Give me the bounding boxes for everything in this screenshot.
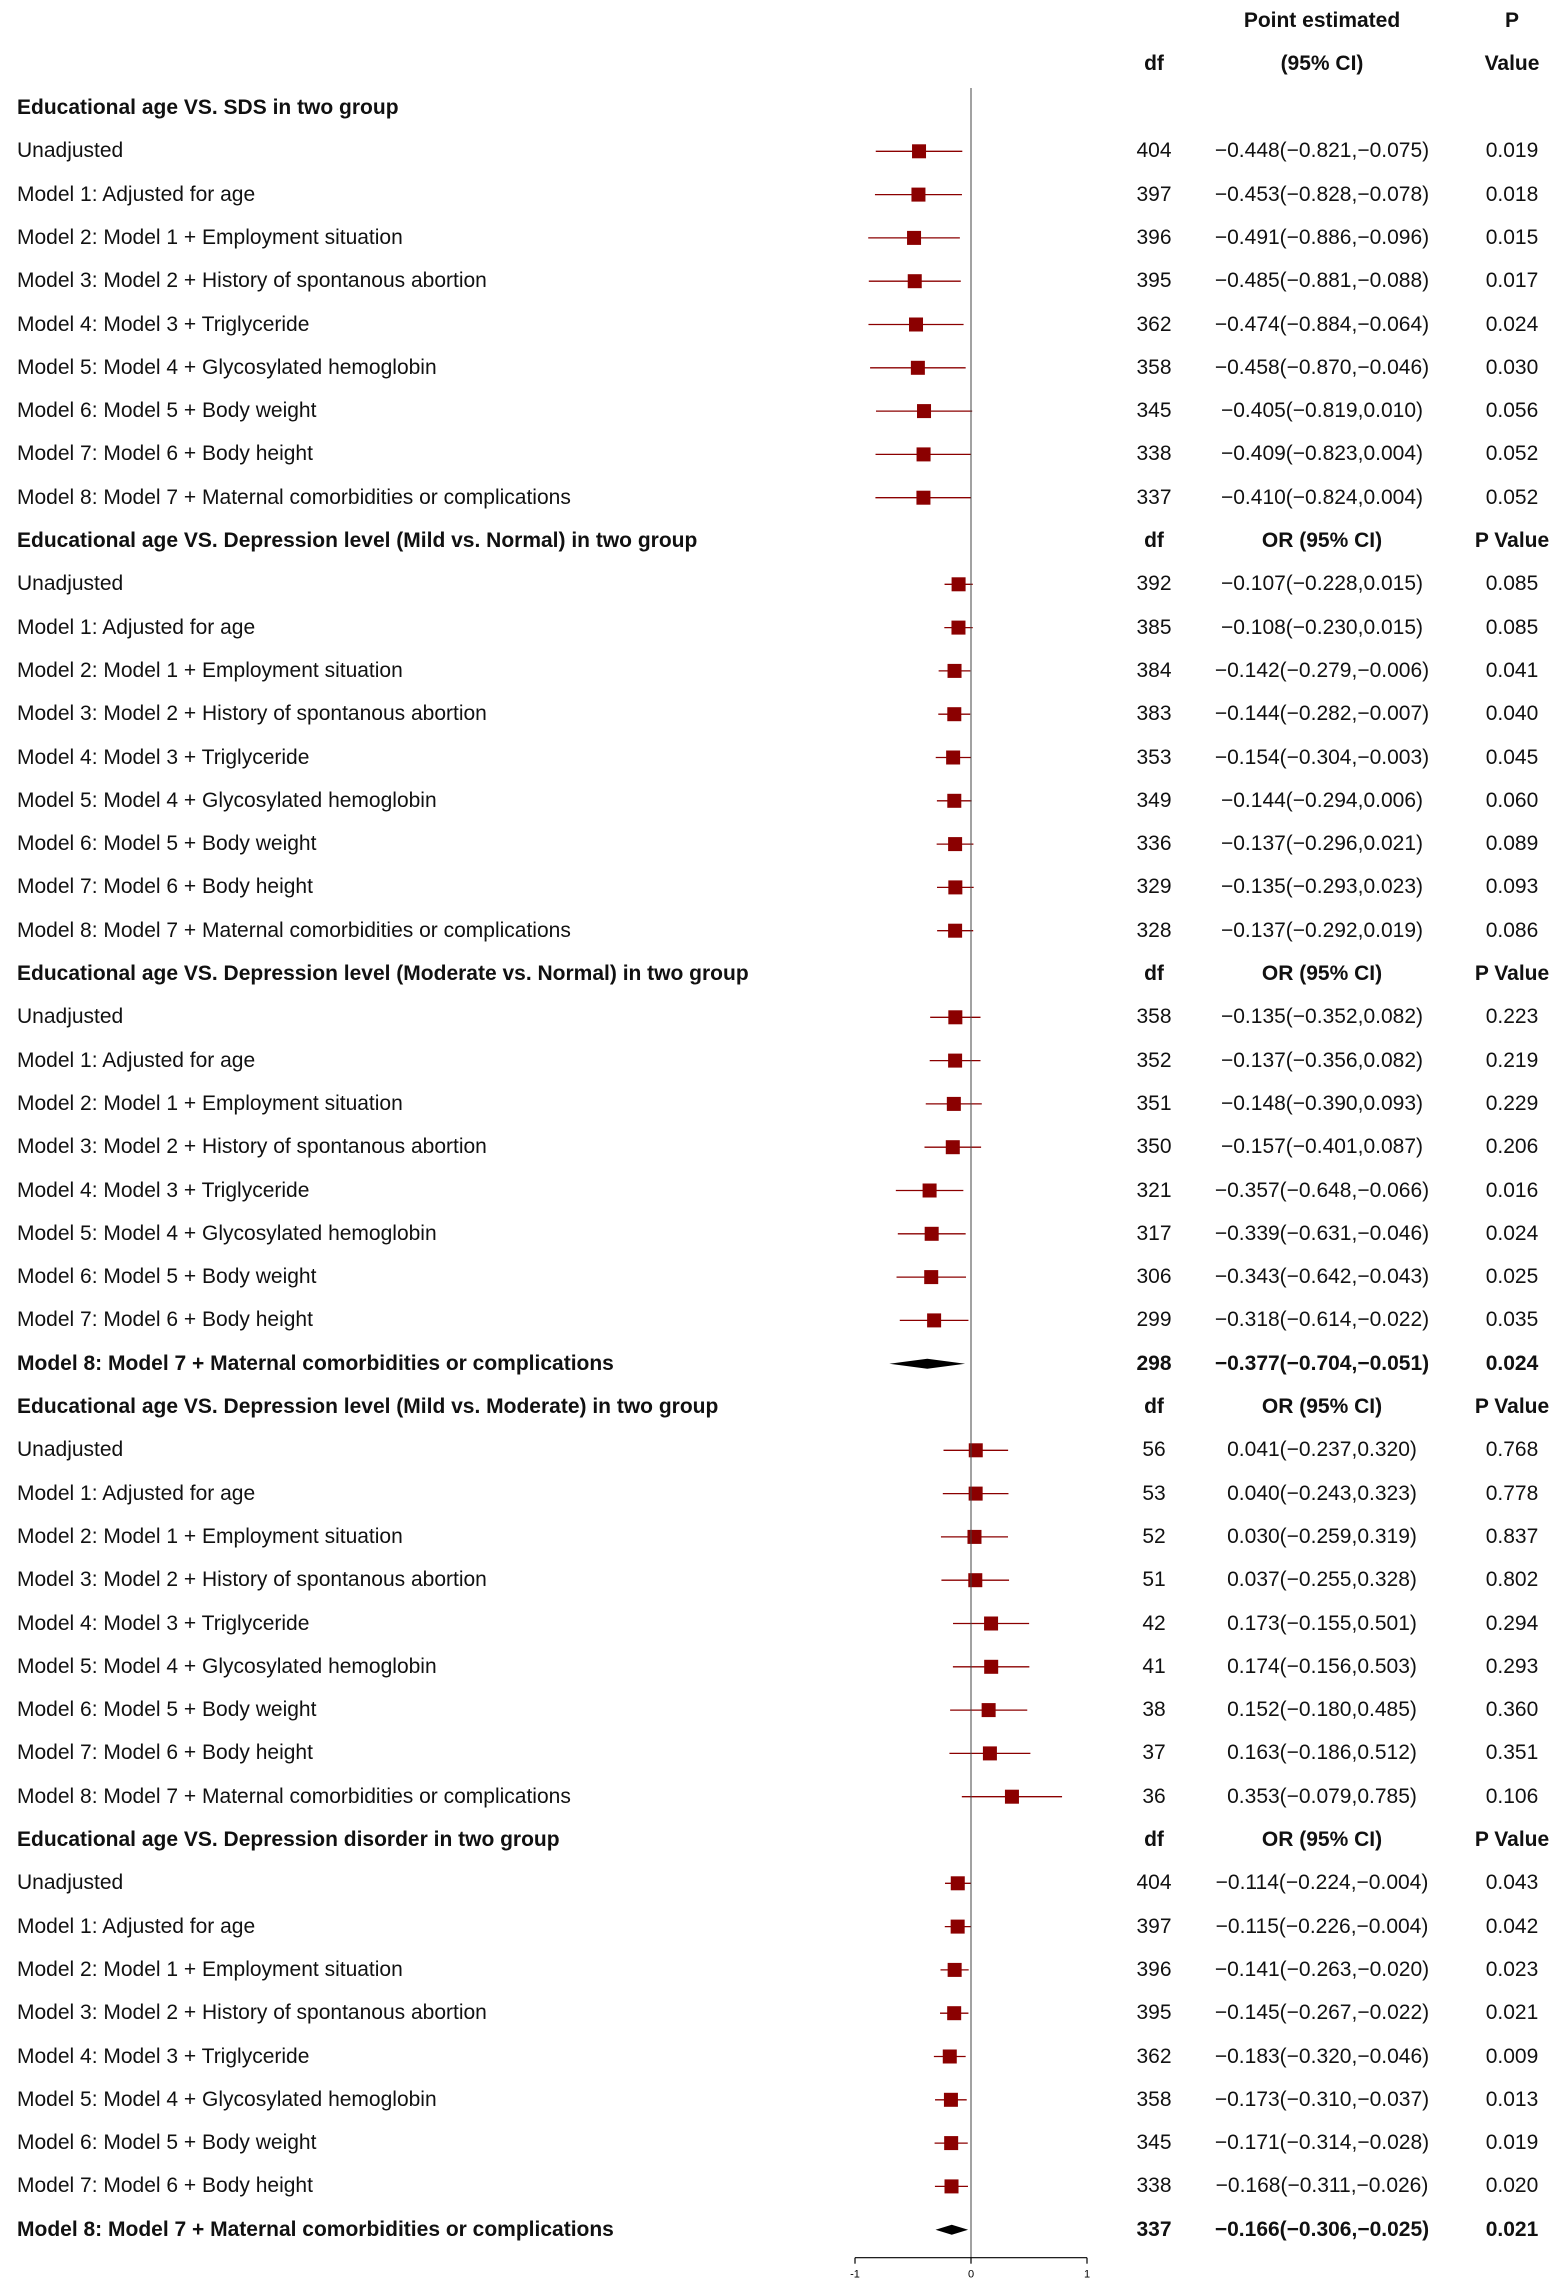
point-marker (947, 707, 961, 721)
row-estimate-ci: −0.142(−0.279,−0.006) (1214, 658, 1430, 682)
row-p-value: 0.052 (1485, 485, 1539, 509)
row-p-value: 0.019 (1485, 139, 1539, 163)
row-label: Model 8: Model 7 + Maternal comorbidities or complications (17, 1784, 571, 1808)
point-marker (948, 837, 962, 851)
row-p-value: 0.042 (1485, 1914, 1539, 1938)
row-df: 337 (1136, 2217, 1172, 2241)
row-estimate-ci: 0.037(−0.255,0.328) (1227, 1568, 1417, 1592)
row-label: Model 5: Model 4 + Glycosylated hemoglobin (17, 2087, 437, 2111)
row-p-value: 0.778 (1485, 1481, 1539, 1505)
row-label: Unadjusted (17, 1438, 124, 1462)
row-df: 328 (1136, 918, 1172, 942)
section-p-header: P Value (1474, 962, 1550, 985)
row-estimate-ci: −0.145(−0.267,−0.022) (1214, 2001, 1430, 2025)
row-label: Model 3: Model 2 + History of spontanous abortion (17, 1135, 487, 1159)
row-p-value: 0.086 (1485, 918, 1539, 942)
row-df: 351 (1136, 1091, 1172, 1115)
point-marker (946, 1140, 960, 1154)
row-p-value: 0.019 (1485, 2131, 1539, 2155)
summary-diamond (889, 1359, 965, 1369)
row-df: 321 (1136, 1178, 1172, 1202)
row-p-value: 0.060 (1485, 788, 1539, 812)
row-label: Model 7: Model 6 + Body height (17, 1741, 313, 1765)
row-p-value: 0.043 (1485, 1871, 1539, 1895)
section-df-header: df (1144, 529, 1164, 552)
row-df: 353 (1136, 745, 1172, 769)
row-p-value: 0.041 (1485, 658, 1539, 682)
row-p-value: 0.024 (1485, 312, 1539, 336)
row-estimate-ci: −0.168(−0.311,−0.026) (1215, 2174, 1429, 2198)
section-title: Educational age VS. Depression level (Mild vs. Moderate) in two group (17, 1395, 719, 1418)
point-marker (983, 1746, 997, 1760)
row-df: 37 (1142, 1741, 1166, 1765)
row-df: 299 (1136, 1308, 1172, 1332)
point-marker (924, 1270, 938, 1284)
row-p-value: 0.294 (1485, 1611, 1539, 1635)
row-df: 352 (1136, 1048, 1172, 1072)
row-label: Model 6: Model 5 + Body weight (17, 2131, 317, 2155)
point-marker (944, 2093, 958, 2107)
row-estimate-ci: −0.141(−0.263,−0.020) (1214, 1957, 1430, 1981)
row-estimate-ci: −0.144(−0.294,0.006) (1220, 788, 1423, 812)
row-df: 329 (1136, 875, 1172, 899)
row-p-value: 0.206 (1485, 1135, 1539, 1159)
row-label: Model 6: Model 5 + Body weight (17, 1265, 317, 1289)
row-p-value: 0.802 (1485, 1568, 1539, 1592)
row-p-value: 0.040 (1485, 702, 1539, 726)
row-df: 306 (1136, 1265, 1172, 1289)
row-label: Model 1: Adjusted for age (17, 182, 256, 206)
point-marker (948, 1010, 962, 1024)
row-label: Model 3: Model 2 + History of spontanous abortion (17, 2001, 487, 2025)
point-marker (984, 1660, 998, 1674)
row-p-value: 0.045 (1485, 745, 1539, 769)
row-estimate-ci: −0.107(−0.228,0.015) (1220, 572, 1423, 596)
row-df: 383 (1136, 702, 1172, 726)
row-label: Model 1: Adjusted for age (17, 1914, 256, 1938)
row-estimate-ci: −0.115(−0.226,−0.004) (1215, 1914, 1429, 1938)
row-estimate-ci: −0.474(−0.884,−0.064) (1214, 312, 1430, 336)
row-df: 350 (1136, 1135, 1172, 1159)
row-estimate-ci: −0.318(−0.614,−0.022) (1214, 1308, 1430, 1332)
section-p-header: P Value (1474, 1828, 1550, 1851)
row-label: Model 1: Adjusted for age (17, 1048, 256, 1072)
row-df: 404 (1136, 139, 1172, 163)
row-label: Model 3: Model 2 + History of spontanous abortion (17, 269, 487, 293)
summary-diamond (936, 2225, 969, 2235)
row-p-value: 0.015 (1485, 225, 1539, 249)
point-marker (1005, 1790, 1019, 1804)
row-p-value: 0.035 (1485, 1308, 1539, 1332)
row-df: 362 (1136, 2044, 1172, 2068)
row-label: Model 2: Model 1 + Employment situation (17, 225, 403, 249)
row-estimate-ci: −0.171(−0.314,−0.028) (1214, 2131, 1430, 2155)
section-est-header: OR (95% CI) (1261, 1395, 1383, 1418)
header-value: Value (1484, 52, 1540, 75)
header-ci: (95% CI) (1280, 52, 1364, 75)
row-df: 384 (1136, 658, 1172, 682)
point-marker (951, 1920, 965, 1934)
row-estimate-ci: −0.357(−0.648,−0.066) (1214, 1178, 1430, 1202)
row-p-value: 0.020 (1485, 2174, 1539, 2198)
point-marker (982, 1703, 996, 1717)
point-marker (951, 621, 965, 635)
row-label: Model 7: Model 6 + Body height (17, 1308, 313, 1332)
row-df: 36 (1142, 1784, 1166, 1808)
point-marker (923, 1184, 937, 1198)
row-estimate-ci: −0.405(−0.819,0.010) (1220, 399, 1423, 423)
section-est-header: OR (95% CI) (1261, 529, 1383, 552)
row-p-value: 0.030 (1485, 355, 1539, 379)
row-label: Model 8: Model 7 + Maternal comorbidities or complications (17, 1351, 614, 1375)
point-marker (908, 274, 922, 288)
row-p-value: 0.085 (1485, 572, 1539, 596)
point-marker (916, 491, 930, 505)
header-p: P (1504, 9, 1519, 32)
row-p-value: 0.223 (1485, 1005, 1539, 1029)
point-marker (927, 1313, 941, 1327)
row-label: Unadjusted (17, 1871, 124, 1895)
row-label: Model 2: Model 1 + Employment situation (17, 1524, 403, 1548)
section-est-header: OR (95% CI) (1261, 1828, 1383, 1851)
row-estimate-ci: −0.485(−0.881,−0.088) (1214, 269, 1430, 293)
row-estimate-ci: 0.152(−0.180,0.485) (1227, 1698, 1417, 1722)
row-label: Model 3: Model 2 + History of spontanous abortion (17, 1568, 487, 1592)
row-df: 345 (1136, 399, 1172, 423)
row-estimate-ci: −0.453(−0.828,−0.078) (1214, 182, 1430, 206)
row-df: 362 (1136, 312, 1172, 336)
row-p-value: 0.093 (1485, 875, 1539, 899)
row-p-value: 0.025 (1485, 1265, 1539, 1289)
row-p-value: 0.021 (1485, 2217, 1539, 2241)
point-marker (946, 751, 960, 765)
row-p-value: 0.837 (1485, 1524, 1539, 1548)
row-label: Model 8: Model 7 + Maternal comorbidities or complications (17, 485, 571, 509)
point-marker (917, 404, 931, 418)
row-df: 345 (1136, 2131, 1172, 2155)
row-label: Model 7: Model 6 + Body height (17, 875, 313, 899)
point-marker (947, 1097, 961, 1111)
row-p-value: 0.018 (1485, 182, 1539, 206)
row-df: 338 (1136, 442, 1172, 466)
row-p-value: 0.024 (1485, 1221, 1539, 1245)
section-df-header: df (1144, 1395, 1164, 1418)
row-df: 298 (1136, 1351, 1172, 1375)
row-df: 358 (1136, 355, 1172, 379)
row-label: Model 6: Model 5 + Body weight (17, 1698, 317, 1722)
row-estimate-ci: −0.448(−0.821,−0.075) (1214, 139, 1430, 163)
row-estimate-ci: −0.409(−0.823,0.004) (1220, 442, 1423, 466)
row-p-value: 0.052 (1485, 442, 1539, 466)
row-estimate-ci: −0.148(−0.390,0.093) (1220, 1091, 1423, 1115)
section-title: Educational age VS. Depression level (Moderate vs. Normal) in two group (17, 962, 749, 985)
row-label: Model 6: Model 5 + Body weight (17, 832, 317, 856)
point-marker (909, 318, 923, 332)
row-label: Model 7: Model 6 + Body height (17, 2174, 313, 2198)
header-df: df (1144, 52, 1164, 75)
point-marker (984, 1617, 998, 1631)
row-label: Model 5: Model 4 + Glycosylated hemoglobin (17, 355, 437, 379)
row-p-value: 0.017 (1485, 269, 1539, 293)
section-df-header: df (1144, 1828, 1164, 1851)
row-estimate-ci: −0.491(−0.886,−0.096) (1214, 225, 1430, 249)
row-p-value: 0.085 (1485, 615, 1539, 639)
row-df: 38 (1142, 1698, 1166, 1722)
point-marker (967, 1530, 981, 1544)
row-df: 42 (1142, 1611, 1166, 1635)
row-estimate-ci: 0.041(−0.237,0.320) (1227, 1438, 1417, 1462)
row-label: Model 5: Model 4 + Glycosylated hemoglobin (17, 788, 437, 812)
section-df-header: df (1144, 962, 1164, 985)
row-label: Model 2: Model 1 + Employment situation (17, 658, 403, 682)
row-df: 392 (1136, 572, 1172, 596)
point-marker (947, 794, 961, 808)
row-df: 336 (1136, 832, 1172, 856)
row-estimate-ci: −0.135(−0.352,0.082) (1220, 1005, 1423, 1029)
row-estimate-ci: −0.135(−0.293,0.023) (1220, 875, 1423, 899)
row-estimate-ci: −0.343(−0.642,−0.043) (1214, 1265, 1430, 1289)
row-label: Model 5: Model 4 + Glycosylated hemoglobin (17, 1654, 437, 1678)
row-df: 404 (1136, 1871, 1172, 1895)
row-label: Unadjusted (17, 1005, 124, 1029)
row-df: 358 (1136, 2087, 1172, 2111)
row-estimate-ci: −0.108(−0.230,0.015) (1220, 615, 1423, 639)
row-estimate-ci: −0.458(−0.870,−0.046) (1214, 355, 1430, 379)
row-label: Model 4: Model 3 + Triglyceride (17, 745, 310, 769)
row-estimate-ci: −0.144(−0.282,−0.007) (1214, 702, 1430, 726)
row-label: Model 6: Model 5 + Body weight (17, 399, 317, 423)
row-estimate-ci: 0.353(−0.079,0.785) (1227, 1784, 1417, 1808)
row-label: Model 7: Model 6 + Body height (17, 442, 313, 466)
row-df: 397 (1136, 182, 1172, 206)
row-label: Model 4: Model 3 + Triglyceride (17, 1611, 310, 1635)
x-tick-label: -1 (850, 2268, 860, 2281)
row-estimate-ci: −0.183(−0.320,−0.046) (1214, 2044, 1430, 2068)
point-marker (943, 2050, 957, 2064)
row-p-value: 0.021 (1485, 2001, 1539, 2025)
point-marker (948, 664, 962, 678)
row-estimate-ci: −0.137(−0.296,0.021) (1220, 832, 1423, 856)
row-estimate-ci: −0.377(−0.704,−0.051) (1214, 1351, 1430, 1375)
row-estimate-ci: 0.174(−0.156,0.503) (1227, 1654, 1417, 1678)
point-marker (911, 361, 925, 375)
row-df: 396 (1136, 225, 1172, 249)
row-label: Model 8: Model 7 + Maternal comorbidities or complications (17, 2217, 614, 2241)
row-df: 56 (1142, 1438, 1166, 1462)
row-estimate-ci: −0.137(−0.356,0.082) (1220, 1048, 1423, 1072)
section-title: Educational age VS. Depression disorder in two group (17, 1828, 560, 1851)
point-marker (911, 188, 925, 202)
row-label: Model 5: Model 4 + Glycosylated hemoglobin (17, 1221, 437, 1245)
section-p-header: P Value (1474, 529, 1550, 552)
point-marker (907, 231, 921, 245)
row-label: Model 4: Model 3 + Triglyceride (17, 1178, 310, 1202)
x-tick-label: 0 (967, 2268, 975, 2281)
row-p-value: 0.016 (1485, 1178, 1539, 1202)
row-label: Model 1: Adjusted for age (17, 1481, 256, 1505)
point-marker (917, 447, 931, 461)
section-title: Educational age VS. Depression level (Mild vs. Normal) in two group (17, 529, 698, 552)
row-p-value: 0.351 (1485, 1741, 1539, 1765)
row-df: 397 (1136, 1914, 1172, 1938)
row-df: 52 (1142, 1524, 1166, 1548)
point-marker (952, 577, 966, 591)
section-p-header: P Value (1474, 1395, 1550, 1418)
row-estimate-ci: −0.173(−0.310,−0.037) (1214, 2087, 1430, 2111)
point-marker (948, 1054, 962, 1068)
point-marker (948, 924, 962, 938)
row-estimate-ci: −0.166(−0.306,−0.025) (1214, 2217, 1430, 2241)
row-p-value: 0.768 (1485, 1438, 1539, 1462)
row-p-value: 0.360 (1485, 1698, 1539, 1722)
row-p-value: 0.056 (1485, 399, 1539, 423)
row-df: 53 (1142, 1481, 1166, 1505)
row-label: Model 8: Model 7 + Maternal comorbidities or complications (17, 918, 571, 942)
row-df: 337 (1136, 485, 1172, 509)
row-df: 41 (1142, 1654, 1166, 1678)
row-df: 395 (1136, 269, 1172, 293)
row-estimate-ci: −0.114(−0.224,−0.004) (1215, 1871, 1429, 1895)
row-df: 395 (1136, 2001, 1172, 2025)
row-label: Model 4: Model 3 + Triglyceride (17, 312, 310, 336)
row-df: 385 (1136, 615, 1172, 639)
point-marker (945, 2179, 959, 2193)
row-p-value: 0.089 (1485, 832, 1539, 856)
x-tick-label: 1 (1083, 2268, 1091, 2281)
point-marker (948, 1963, 962, 1977)
point-marker (951, 1876, 965, 1890)
row-df: 51 (1142, 1568, 1166, 1592)
point-marker (925, 1227, 939, 1241)
row-label: Unadjusted (17, 139, 124, 163)
row-p-value: 0.293 (1485, 1654, 1539, 1678)
row-df: 358 (1136, 1005, 1172, 1029)
point-marker (944, 2136, 958, 2150)
row-label: Model 3: Model 2 + History of spontanous abortion (17, 702, 487, 726)
point-marker (912, 144, 926, 158)
row-estimate-ci: 0.163(−0.186,0.512) (1227, 1741, 1417, 1765)
row-df: 338 (1136, 2174, 1172, 2198)
row-p-value: 0.024 (1485, 1351, 1539, 1375)
section-title: Educational age VS. SDS in two group (17, 96, 399, 119)
row-df: 349 (1136, 788, 1172, 812)
row-p-value: 0.009 (1485, 2044, 1539, 2068)
row-estimate-ci: −0.154(−0.304,−0.003) (1214, 745, 1430, 769)
row-p-value: 0.219 (1485, 1048, 1539, 1072)
row-p-value: 0.106 (1485, 1784, 1539, 1808)
header-point-estimated: Point estimated (1243, 9, 1401, 32)
row-p-value: 0.229 (1485, 1091, 1539, 1115)
row-label: Model 4: Model 3 + Triglyceride (17, 2044, 310, 2068)
row-estimate-ci: −0.339(−0.631,−0.046) (1214, 1221, 1430, 1245)
row-estimate-ci: −0.410(−0.824,0.004) (1220, 485, 1423, 509)
row-estimate-ci: 0.030(−0.259,0.319) (1227, 1524, 1417, 1548)
row-estimate-ci: 0.173(−0.155,0.501) (1227, 1611, 1417, 1635)
row-label: Model 2: Model 1 + Employment situation (17, 1091, 403, 1115)
row-p-value: 0.023 (1485, 1957, 1539, 1981)
row-p-value: 0.013 (1485, 2087, 1539, 2111)
row-estimate-ci: 0.040(−0.243,0.323) (1227, 1481, 1417, 1505)
point-marker (968, 1573, 982, 1587)
row-df: 396 (1136, 1957, 1172, 1981)
row-label: Model 2: Model 1 + Employment situation (17, 1957, 403, 1981)
row-estimate-ci: −0.157(−0.401,0.087) (1220, 1135, 1423, 1159)
point-marker (948, 880, 962, 894)
row-estimate-ci: −0.137(−0.292,0.019) (1220, 918, 1423, 942)
row-label: Unadjusted (17, 572, 124, 596)
row-label: Model 1: Adjusted for age (17, 615, 256, 639)
row-df: 317 (1136, 1221, 1172, 1245)
point-marker (947, 2006, 961, 2020)
section-est-header: OR (95% CI) (1261, 962, 1383, 985)
